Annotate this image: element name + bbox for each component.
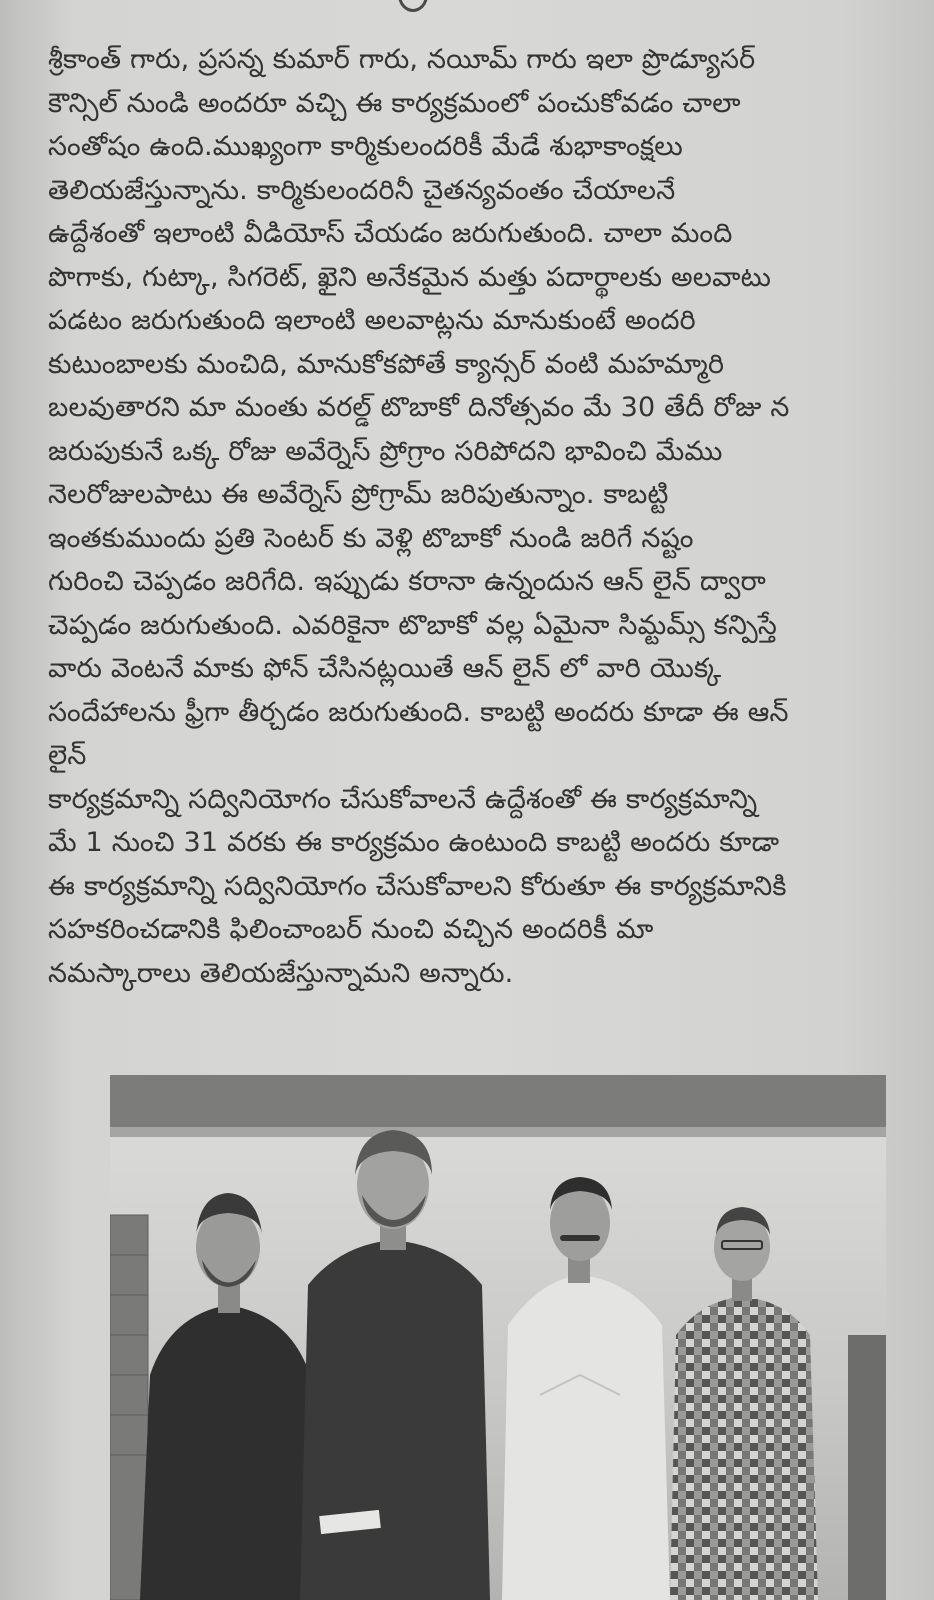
article-line: చెప్పడం జరుగుతుంది. ఎవరికైనా టొబాకో వల్ల ఏమైనా సిమ్టమ్స్ కన్పిస్తే — [48, 609, 778, 641]
article-line: కుటుంబాలకు మంచిది, మానుకోకపోతే క్యాన్సర్ వంటి మహమ్మారి — [48, 348, 725, 380]
article-line: జరుపుకునే ఒక్క రోజు అవేర్నెస్ ప్రోగ్రాం సరిపోదని భావించి మేము — [48, 435, 723, 467]
article-line: సహకరించడానికి ఫిలించాంబర్ నుంచి వచ్చిన అందరికీ మా — [48, 914, 654, 945]
article-line: నమస్కారాలు తెలియజేస్తున్నామని అన్నారు. — [48, 957, 514, 989]
group-photo — [110, 1075, 886, 1600]
article-line: నెలరోజులపాటు ఈ అవేర్నెస్ ప్రోగ్రామ్ జరిపుతున్నాం. కాబట్టి — [48, 479, 669, 510]
article-line: శ్రీకాంత్ గారు, ప్రసన్న కుమార్ గారు, నయీమ్ గారు ఇలా ప్రొడ్యూసర్ — [48, 44, 756, 75]
article-line: లైన్ — [48, 740, 87, 771]
article-line: పడటం జరుగుతుంది ఇలాంటి అలవాట్లను మానుకుంటే అందరి — [48, 305, 696, 336]
article-body — [48, 38, 878, 995]
article-line: కార్యక్రమాన్ని సద్వినియోగం చేసుకోవాలనే ఉద్దేశంతో ఈ కార్యక్రమాన్ని — [48, 783, 758, 815]
article-line: ఉద్దేశంతో ఇలాంటి వీడియోస్ చేయడం జరుగుతుంది. చాలా మంది — [48, 218, 733, 249]
article-line: ఇంతకుముందు ప్రతి సెంటర్ కు వెళ్లి టొబాకో నుండి జరిగే నష్టం — [48, 522, 694, 554]
article-line: ఈ కార్యక్రమాన్ని సద్వినియోగం చేసుకోవాలని కోరుతూ ఈ కార్యక్రమానికి — [48, 870, 787, 902]
article-line: తెలియజేస్తున్నాను. కార్మికులందరినీ చైతన్యవంతం చేయాలనే — [48, 174, 676, 206]
article-line: సంతోషం ఉంది.ముఖ్యంగా కార్మికులందరికీ మేడే శుభాకాంక్షలు — [48, 131, 683, 162]
article-line: గురించి చెప్పడం జరిగేది. ఇప్పుడు కరానా ఉన్నందున ఆన్ లైన్ ద్వారా — [48, 566, 767, 597]
article-line: వారు వెంటనే మాకు ఫోన్ చేసినట్లయితే ఆన్ లైన్ లో వారి యొక్క — [48, 653, 722, 684]
cropped-heading-glyph — [398, 0, 428, 12]
group-photo-illustration — [110, 1075, 886, 1600]
article-line: పొగాకు, గుట్కా, సిగరెట్, ఖైని అనేకమైన మత్తు పదార్థాలకు అలవాటు — [48, 261, 771, 293]
article-line: మే 1 నుంచి 31 వరకు ఈ కార్యక్రమం ఉంటుంది కాబట్టి అందరు కూడా — [48, 827, 780, 858]
article-line: సందేహాలను ఫ్రీగా తీర్చడం జరుగుతుంది. కాబట్టి అందరు కూడా ఈ ఆన్ — [48, 696, 789, 728]
article-line: కౌన్సిల్ నుండి అందరూ వచ్చి ఈ కార్యక్రమంలో పంచుకోవడం చాలా — [48, 87, 741, 119]
article-line: బలవుతారని మా మంతు వరల్డ్ టొబాకో దినోత్సవం మే 30 తేదీ రోజు న — [48, 392, 790, 423]
